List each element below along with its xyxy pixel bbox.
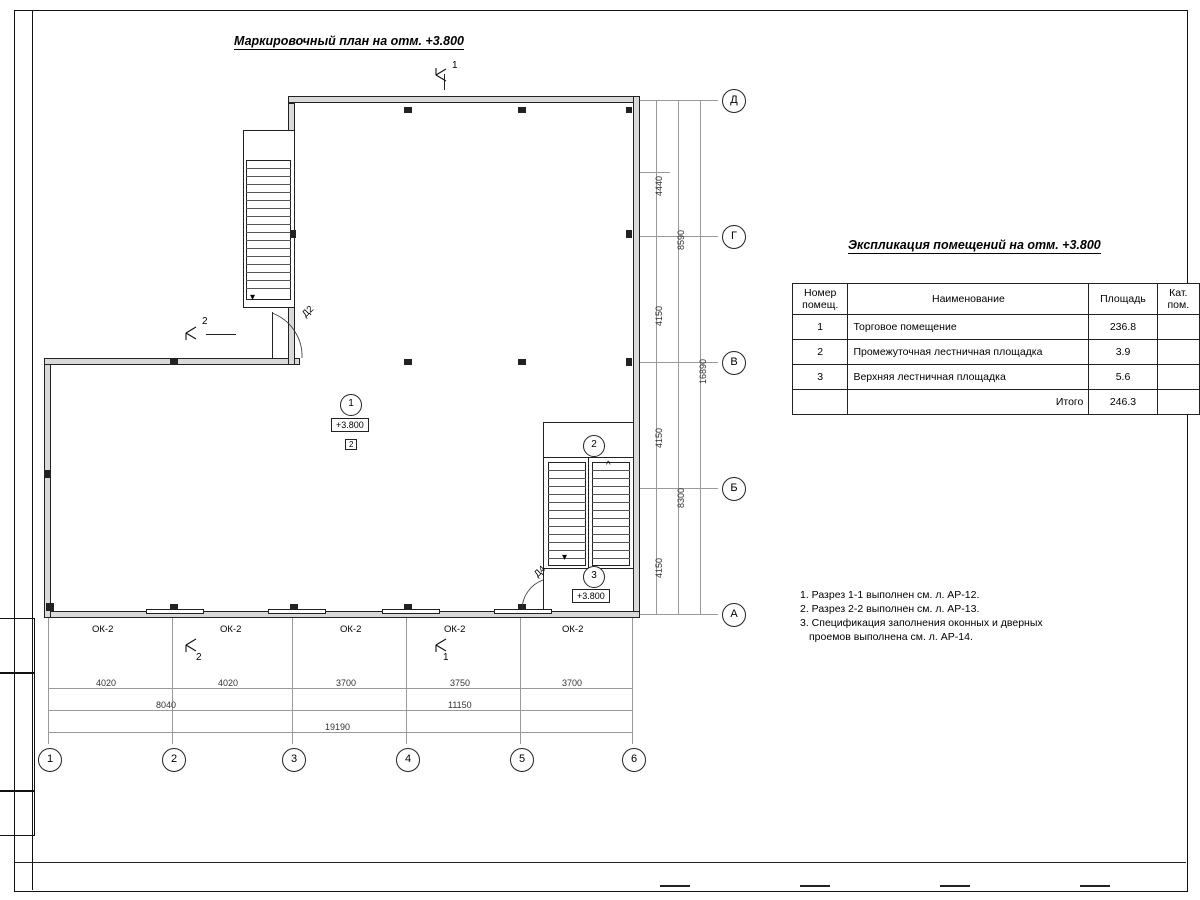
stair-step-l4 bbox=[548, 494, 586, 495]
dim-bottom-3700-b: 3700 bbox=[562, 678, 583, 688]
stair-step-u13 bbox=[246, 264, 291, 265]
stair-step-r11 bbox=[592, 550, 630, 551]
door-d2-swing bbox=[258, 312, 304, 362]
wall-left-lower bbox=[44, 358, 51, 618]
stair-step-u9 bbox=[246, 232, 291, 233]
column-tick-t2 bbox=[518, 107, 526, 113]
section-line-1-top bbox=[444, 74, 445, 90]
note-line-2: 2. Разрез 2-2 выполнен см. л. АР-13. bbox=[800, 603, 980, 615]
axis-circle-d: Д bbox=[722, 89, 746, 113]
stamp-box-2 bbox=[0, 672, 35, 792]
room-marker-3: 3 bbox=[583, 566, 605, 588]
ext-line-ax3 bbox=[292, 618, 293, 744]
stair-step-r1 bbox=[592, 470, 630, 471]
window-label-1: ОК-2 bbox=[92, 624, 114, 635]
stair-step-u15 bbox=[246, 280, 291, 281]
wall-top bbox=[288, 96, 640, 103]
cell-name: Промежуточная лестничная площадка bbox=[848, 340, 1089, 365]
stair-step-l5 bbox=[548, 502, 586, 503]
room-category-1: 2 bbox=[345, 439, 357, 450]
stair-step-l3 bbox=[548, 486, 586, 487]
th-cat bbox=[1157, 284, 1199, 315]
stair-step-l11 bbox=[548, 550, 586, 551]
dim-chain-right-2 bbox=[678, 100, 679, 614]
cell-cat bbox=[1157, 340, 1199, 365]
explication-title: Экспликация помещений на отм. +3.800 bbox=[848, 238, 1101, 252]
stair-step-r8 bbox=[592, 526, 630, 527]
cell-cat bbox=[1157, 365, 1199, 390]
note-line-4: проемов выполнена см. л. АР-14. bbox=[809, 631, 973, 643]
dim-chain-bottom-2 bbox=[48, 710, 632, 711]
dim-bottom-3750: 3750 bbox=[450, 678, 471, 688]
plan-title: Маркировочный план на отм. +3.800 bbox=[234, 34, 464, 48]
cell-area: 236.8 bbox=[1089, 315, 1157, 340]
table-row bbox=[793, 315, 1200, 340]
stair-step-u3 bbox=[246, 184, 291, 185]
window-ok2-1 bbox=[146, 609, 204, 614]
ext-line-ax4 bbox=[406, 618, 407, 744]
stamp-box-1 bbox=[0, 618, 35, 674]
ext-line-ax6 bbox=[632, 618, 633, 744]
stair-shaft-upper-top-line bbox=[243, 130, 295, 131]
axis-circle-1: 1 bbox=[38, 748, 62, 772]
stair-run-upper bbox=[246, 160, 291, 300]
stair-step-l1 bbox=[548, 470, 586, 471]
column-tick-b1 bbox=[170, 359, 178, 365]
cell-name: Верхняя лестничная площадка bbox=[848, 365, 1089, 390]
column-tick-r2 bbox=[626, 358, 632, 366]
table-total-row bbox=[793, 390, 1200, 415]
table-row bbox=[793, 365, 1200, 390]
ext-line-d bbox=[640, 100, 718, 101]
stair-step-r12 bbox=[592, 558, 630, 559]
dim-right-4150-b: 4150 bbox=[654, 427, 664, 448]
cell-area: 5.6 bbox=[1089, 365, 1157, 390]
cell-area: 3.9 bbox=[1089, 340, 1157, 365]
stair-step-u2 bbox=[246, 176, 291, 177]
ext-line-ax5 bbox=[520, 618, 521, 744]
note-line-3: 3. Спецификация заполнения оконных и дверных bbox=[800, 617, 1043, 629]
axis-circle-2: 2 bbox=[162, 748, 186, 772]
stamp-tick-4 bbox=[1080, 885, 1110, 887]
stamp-tick-3 bbox=[940, 885, 970, 887]
column-tick-r1 bbox=[626, 230, 632, 238]
axis-circle-4: 4 bbox=[396, 748, 420, 772]
dim-right-16890: 16890 bbox=[698, 358, 708, 384]
total-label: Итого bbox=[848, 390, 1089, 415]
dim-right-4150-c: 4150 bbox=[654, 557, 664, 578]
stair-step-r5 bbox=[592, 502, 630, 503]
stair-step-u6 bbox=[246, 208, 291, 209]
cell-name: Торговое помещение bbox=[848, 315, 1089, 340]
window-label-2: ОК-2 bbox=[220, 624, 242, 635]
cell-num: 3 bbox=[793, 365, 848, 390]
stair-step-u16 bbox=[246, 288, 291, 289]
axis-circle-a: А bbox=[722, 603, 746, 627]
stair-step-r6 bbox=[592, 510, 630, 511]
dim-right-8590: 8590 bbox=[676, 229, 686, 250]
room-level-3: +3.800 bbox=[572, 589, 610, 603]
column-tick-l1 bbox=[45, 470, 51, 478]
dim-bottom-4020-a: 4020 bbox=[96, 678, 117, 688]
total-empty-cell bbox=[793, 390, 848, 415]
room-marker-1: 1 bbox=[340, 394, 362, 416]
table-row bbox=[793, 340, 1200, 365]
ext-line-a bbox=[640, 614, 718, 615]
th-num bbox=[793, 284, 848, 315]
door-d4-swing bbox=[520, 578, 556, 614]
sheet-frame-inner-border bbox=[32, 10, 1187, 890]
column-tick-m2 bbox=[518, 359, 526, 365]
window-label-5: ОК-2 bbox=[562, 624, 584, 635]
stair-step-l7 bbox=[548, 518, 586, 519]
stamp-box-3 bbox=[0, 790, 35, 836]
cell-cat bbox=[1157, 315, 1199, 340]
note-line-1: 1. Разрез 1-1 выполнен см. л. АР-12. bbox=[800, 589, 980, 601]
notes-block bbox=[800, 588, 1043, 644]
column-tick-t1 bbox=[404, 107, 412, 113]
section-label-1-bottom: 1 bbox=[443, 652, 449, 663]
stamp-tick-1 bbox=[660, 885, 690, 887]
th-cat-line: Кат. пом. bbox=[1167, 287, 1190, 311]
column-tick-n1 bbox=[290, 230, 296, 238]
stair-step-u1 bbox=[246, 168, 291, 169]
ext-line-ax1 bbox=[48, 618, 49, 744]
stair-mid-wall bbox=[588, 457, 589, 569]
wall-right bbox=[633, 96, 640, 618]
window-ok2-3 bbox=[382, 609, 440, 614]
dim-bottom-19190: 19190 bbox=[325, 722, 351, 732]
stair-direction-arrow-upper: ▾ bbox=[250, 292, 256, 303]
stair-step-l9 bbox=[548, 534, 586, 535]
cell-num: 2 bbox=[793, 340, 848, 365]
dim-bottom-11150: 11150 bbox=[448, 700, 472, 710]
door-label-d4: Д4 bbox=[532, 563, 549, 580]
ext-line-mid bbox=[640, 172, 670, 173]
dim-chain-bottom-1 bbox=[48, 688, 632, 689]
th-name: Наименование bbox=[848, 284, 1089, 315]
dim-bottom-4020-b: 4020 bbox=[218, 678, 239, 688]
column-tick-m1 bbox=[404, 359, 412, 365]
dim-right-8300: 8300 bbox=[676, 487, 686, 508]
th-num-line: Номер помещ. bbox=[802, 287, 839, 311]
th-area: Площадь bbox=[1089, 284, 1157, 315]
stair-shaft-upper-bottom-line bbox=[243, 307, 295, 308]
stair-step-r2 bbox=[592, 478, 630, 479]
window-ok2-2 bbox=[268, 609, 326, 614]
stair-step-u12 bbox=[246, 256, 291, 257]
stair-shaft-upper-left-line bbox=[243, 130, 244, 308]
stair-step-l8 bbox=[548, 526, 586, 527]
axis-circle-b: Б bbox=[722, 477, 746, 501]
dim-right-4440: 4440 bbox=[654, 175, 664, 196]
stair-step-r10 bbox=[592, 542, 630, 543]
window-label-4: ОК-2 bbox=[444, 624, 466, 635]
stair-step-u4 bbox=[246, 192, 291, 193]
stair-step-r3 bbox=[592, 486, 630, 487]
door-label-d2: Д2 bbox=[300, 303, 317, 320]
axis-circle-v: В bbox=[722, 351, 746, 375]
stair-step-u14 bbox=[246, 272, 291, 273]
axis-circle-g: Г bbox=[722, 225, 746, 249]
stair-step-r4 bbox=[592, 494, 630, 495]
stair-step-u5 bbox=[246, 200, 291, 201]
stamp-tick-2 bbox=[800, 885, 830, 887]
total-area: 246.3 bbox=[1089, 390, 1157, 415]
stair-step-l6 bbox=[548, 510, 586, 511]
room-marker-2: 2 bbox=[583, 435, 605, 457]
stair-step-l2 bbox=[548, 478, 586, 479]
table-header-row bbox=[793, 284, 1200, 315]
section-line-2-top bbox=[206, 334, 236, 335]
total-cat bbox=[1157, 390, 1199, 415]
cell-num: 1 bbox=[793, 315, 848, 340]
stair-step-u8 bbox=[246, 224, 291, 225]
stair-step-l10 bbox=[548, 542, 586, 543]
ext-line-ax2 bbox=[172, 618, 173, 744]
stair-shaft-lower-top-line bbox=[543, 422, 634, 423]
dim-chain-right-3 bbox=[700, 100, 701, 614]
stair-direction-arrow-lower-up: ^ bbox=[606, 460, 611, 471]
stair-step-r7 bbox=[592, 518, 630, 519]
axis-circle-5: 5 bbox=[510, 748, 534, 772]
section-label-2-bottom: 2 bbox=[196, 652, 202, 663]
stair-direction-arrow-lower-down: ▾ bbox=[562, 552, 568, 563]
axis-circle-6: 6 bbox=[622, 748, 646, 772]
column-tick-t3 bbox=[626, 107, 632, 113]
stair-step-u11 bbox=[246, 248, 291, 249]
stamp-divider bbox=[14, 862, 1186, 863]
stair-step-u10 bbox=[246, 240, 291, 241]
column-tick-f1 bbox=[46, 603, 54, 611]
dim-chain-bottom-3 bbox=[48, 732, 632, 733]
section-label-1-top: 1 bbox=[452, 60, 458, 71]
room-level-1: +3.800 bbox=[331, 418, 369, 432]
section-label-2-top: 2 bbox=[202, 316, 208, 327]
stair-step-u7 bbox=[246, 216, 291, 217]
stair-step-r9 bbox=[592, 534, 630, 535]
dim-bottom-3700-a: 3700 bbox=[336, 678, 357, 688]
explication-table bbox=[792, 283, 1200, 415]
window-label-3: ОК-2 bbox=[340, 624, 362, 635]
dim-right-4150-a: 4150 bbox=[654, 305, 664, 326]
dim-bottom-8040: 8040 bbox=[156, 700, 177, 710]
section-mark-2-top bbox=[184, 326, 210, 347]
axis-circle-3: 3 bbox=[282, 748, 306, 772]
